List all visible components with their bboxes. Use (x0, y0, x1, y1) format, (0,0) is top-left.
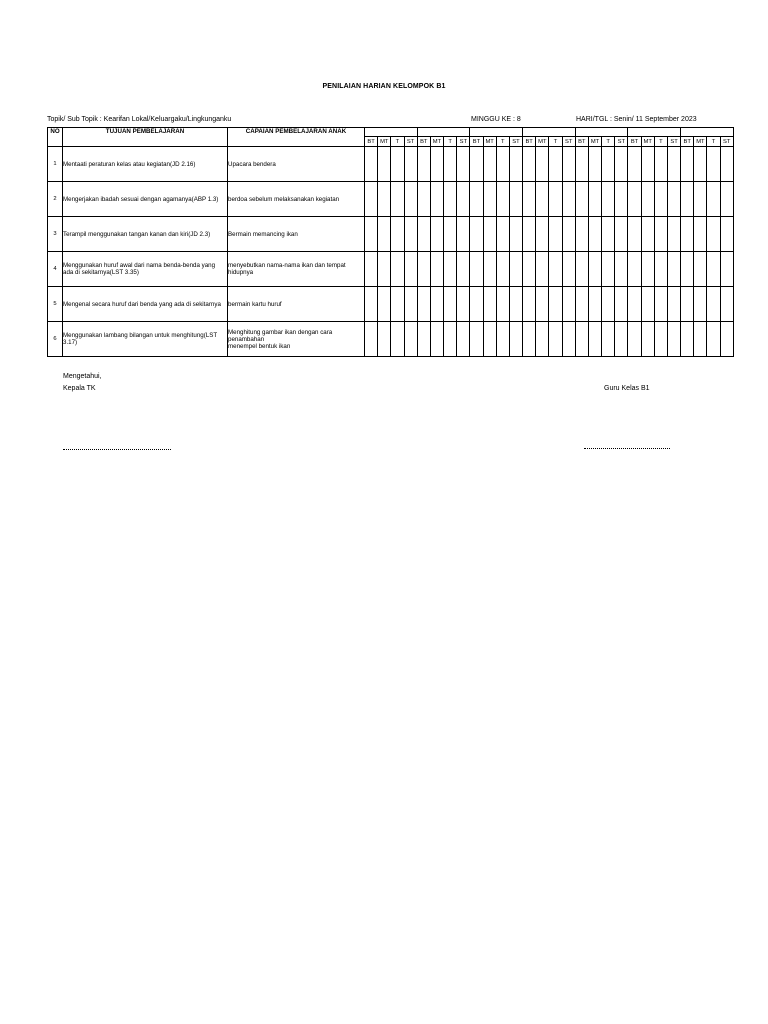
assessment-mark-cell[interactable] (681, 147, 694, 182)
assessment-mark-cell[interactable] (404, 147, 417, 182)
assessment-mark-cell[interactable] (483, 287, 496, 322)
page-title: PENILAIAN HARIAN KELOMPOK B1 (322, 83, 446, 90)
assessment-mark-cell[interactable] (588, 252, 601, 287)
assessment-mark-cell[interactable] (483, 322, 496, 357)
assessment-mark-cell[interactable] (654, 147, 667, 182)
assessment-mark-cell[interactable] (496, 182, 509, 217)
assessment-mark-cell[interactable] (562, 322, 575, 357)
assessment-mark-cell[interactable] (378, 147, 391, 182)
table-row (48, 182, 734, 217)
assessment-code-header: BT (628, 137, 641, 147)
assessment-mark-cell[interactable] (378, 182, 391, 217)
assessment-mark-cell[interactable] (417, 217, 430, 252)
assessment-mark-cell[interactable] (470, 147, 483, 182)
assessment-mark-cell[interactable] (496, 147, 509, 182)
assessment-mark-cell[interactable] (496, 217, 509, 252)
assessment-mark-cell[interactable] (707, 182, 720, 217)
assessment-code-header: BT (417, 137, 430, 147)
assessment-mark-cell[interactable] (378, 252, 391, 287)
assessment-group-header (681, 128, 734, 137)
assessment-mark-cell[interactable] (667, 252, 680, 287)
assessment-mark-cell[interactable] (654, 182, 667, 217)
learning-goal-cell: Menggunakan lambang bilangan untuk menghitung(LST 3.17) (63, 322, 228, 357)
assessment-mark-cell[interactable] (694, 252, 707, 287)
row-number: 2 (48, 182, 63, 217)
assessment-mark-cell[interactable] (654, 217, 667, 252)
assessment-mark-cell[interactable] (457, 217, 470, 252)
assessment-mark-cell[interactable] (602, 287, 615, 322)
assessment-mark-cell[interactable] (483, 182, 496, 217)
assessment-mark-cell[interactable] (720, 217, 733, 252)
assessment-mark-cell[interactable] (444, 182, 457, 217)
assessment-mark-cell[interactable] (523, 182, 536, 217)
assessment-mark-cell[interactable] (444, 287, 457, 322)
assessment-mark-cell[interactable] (641, 322, 654, 357)
assessment-mark-cell[interactable] (417, 147, 430, 182)
assessment-mark-cell[interactable] (720, 147, 733, 182)
assessment-mark-cell[interactable] (681, 217, 694, 252)
assessment-mark-cell[interactable] (694, 217, 707, 252)
assessment-mark-cell[interactable] (562, 287, 575, 322)
assessment-mark-cell[interactable] (641, 182, 654, 217)
assessment-mark-cell[interactable] (523, 322, 536, 357)
assessment-mark-cell[interactable] (667, 322, 680, 357)
assessment-mark-cell[interactable] (615, 182, 628, 217)
table-body (48, 147, 734, 357)
assessment-mark-cell[interactable] (654, 287, 667, 322)
assessment-mark-cell[interactable] (628, 322, 641, 357)
achievement-cell: menyebutkan nama-nama ikan dan tempat hidupnya (228, 252, 365, 287)
assessment-mark-cell[interactable] (562, 147, 575, 182)
assessment-mark-cell[interactable] (444, 217, 457, 252)
assessment-mark-cell[interactable] (509, 182, 522, 217)
date-label: HARI/TGL : Senin/ 11 September 2023 (576, 116, 697, 123)
assessment-mark-cell[interactable] (509, 217, 522, 252)
assessment-mark-cell[interactable] (365, 252, 378, 287)
assessment-mark-cell[interactable] (667, 182, 680, 217)
assessment-mark-cell[interactable] (667, 147, 680, 182)
assessment-code-header: ST (720, 137, 733, 147)
assessment-mark-cell[interactable] (417, 322, 430, 357)
assessment-mark-cell[interactable] (365, 287, 378, 322)
assessment-group-header (417, 128, 470, 137)
assessment-mark-cell[interactable] (457, 287, 470, 322)
table-row (48, 217, 734, 252)
assessment-mark-cell[interactable] (391, 322, 404, 357)
assessment-mark-cell[interactable] (536, 147, 549, 182)
assessment-mark-cell[interactable] (430, 147, 443, 182)
assessment-code-header: BT (575, 137, 588, 147)
assessment-mark-cell[interactable] (417, 182, 430, 217)
assessment-mark-cell[interactable] (615, 217, 628, 252)
assessment-mark-cell[interactable] (365, 217, 378, 252)
assessment-mark-cell[interactable] (391, 182, 404, 217)
assessment-group-header (470, 128, 523, 137)
assessment-code-header: T (707, 137, 720, 147)
assessment-mark-cell[interactable] (588, 182, 601, 217)
assessment-mark-cell[interactable] (365, 182, 378, 217)
assessment-mark-cell[interactable] (602, 322, 615, 357)
assessment-mark-cell[interactable] (707, 287, 720, 322)
assessment-code-header: MT (588, 137, 601, 147)
assessment-mark-cell[interactable] (365, 322, 378, 357)
assessment-mark-cell[interactable] (496, 287, 509, 322)
assessment-mark-cell[interactable] (720, 287, 733, 322)
assessment-mark-cell[interactable] (720, 322, 733, 357)
assessment-mark-cell[interactable] (470, 182, 483, 217)
assessment-mark-cell[interactable] (430, 322, 443, 357)
assessment-mark-cell[interactable] (707, 217, 720, 252)
assessment-code-header: BT (470, 137, 483, 147)
assessment-mark-cell[interactable] (470, 217, 483, 252)
assessment-mark-cell[interactable] (470, 252, 483, 287)
row-number: 1 (48, 147, 63, 182)
assessment-mark-cell[interactable] (707, 252, 720, 287)
assessment-mark-cell[interactable] (681, 287, 694, 322)
assessment-mark-cell[interactable] (615, 287, 628, 322)
learning-goal-cell: Menggunakan huruf awal dari nama benda-benda yang ada di sekitarnya(LST 3.35) (63, 252, 228, 287)
assessment-code-header: T (496, 137, 509, 147)
assessment-mark-cell[interactable] (720, 252, 733, 287)
assessment-code-header: MT (641, 137, 654, 147)
assessment-code-header: MT (378, 137, 391, 147)
assessment-mark-cell[interactable] (549, 217, 562, 252)
assessment-mark-cell[interactable] (496, 252, 509, 287)
learning-goal-cell: Terampil menggunakan tangan kanan dan kiri(JD 2.3) (63, 217, 228, 252)
assessment-mark-cell[interactable] (509, 287, 522, 322)
assessment-mark-cell[interactable] (430, 252, 443, 287)
assessment-mark-cell[interactable] (378, 322, 391, 357)
assessment-mark-cell[interactable] (470, 322, 483, 357)
assessment-mark-cell[interactable] (628, 182, 641, 217)
assessment-mark-cell[interactable] (483, 252, 496, 287)
assessment-mark-cell[interactable] (694, 147, 707, 182)
assessment-mark-cell[interactable] (365, 147, 378, 182)
assessment-mark-cell[interactable] (509, 322, 522, 357)
header-goal: TUJUAN PEMBELAJARAN (63, 128, 228, 147)
assessment-mark-cell[interactable] (707, 322, 720, 357)
assessment-mark-cell[interactable] (602, 252, 615, 287)
row-number: 5 (48, 287, 63, 322)
assessment-code-header: BT (365, 137, 378, 147)
assessment-mark-cell[interactable] (707, 147, 720, 182)
assessment-mark-cell[interactable] (549, 182, 562, 217)
table-row (48, 252, 734, 287)
assessment-mark-cell[interactable] (457, 182, 470, 217)
assessment-mark-cell[interactable] (575, 322, 588, 357)
row-number: 6 (48, 322, 63, 357)
assessment-mark-cell[interactable] (654, 252, 667, 287)
learning-goal-cell: Mengenal secara huruf dari benda yang ada di sekitarnya (63, 287, 228, 322)
assessment-mark-cell[interactable] (457, 147, 470, 182)
assessment-mark-cell[interactable] (602, 217, 615, 252)
assessment-mark-cell[interactable] (667, 287, 680, 322)
assessment-mark-cell[interactable] (430, 182, 443, 217)
assessment-code-header: T (391, 137, 404, 147)
row-number: 3 (48, 217, 63, 252)
table-row (48, 322, 734, 357)
assessment-mark-cell[interactable] (681, 252, 694, 287)
assessment-mark-cell[interactable] (588, 287, 601, 322)
assessment-mark-cell[interactable] (523, 217, 536, 252)
assessment-mark-cell[interactable] (628, 217, 641, 252)
assessment-mark-cell[interactable] (588, 217, 601, 252)
assessment-group-header (628, 128, 681, 137)
assessment-mark-cell[interactable] (549, 252, 562, 287)
assessment-mark-cell[interactable] (523, 147, 536, 182)
assessment-mark-cell[interactable] (681, 182, 694, 217)
assessment-mark-cell[interactable] (575, 217, 588, 252)
assessment-code-header: ST (667, 137, 680, 147)
assessment-mark-cell[interactable] (444, 252, 457, 287)
assessment-mark-cell[interactable] (641, 147, 654, 182)
row-number: 4 (48, 252, 63, 287)
achievement-cell: Menghitung gambar ikan dengan cara penambahan menempel bentuk ikan (228, 322, 365, 357)
assessment-code-header: MT (536, 137, 549, 147)
assessment-mark-cell[interactable] (404, 252, 417, 287)
header-no: NO (48, 128, 63, 147)
assessment-mark-cell[interactable] (628, 287, 641, 322)
assessment-mark-cell[interactable] (562, 252, 575, 287)
assessment-mark-cell[interactable] (602, 182, 615, 217)
assessment-mark-cell[interactable] (509, 147, 522, 182)
assessment-mark-cell[interactable] (417, 252, 430, 287)
assessment-mark-cell[interactable] (391, 287, 404, 322)
assessment-code-header: ST (509, 137, 522, 147)
assessment-mark-cell[interactable] (536, 182, 549, 217)
assessment-code-header: ST (615, 137, 628, 147)
assessment-mark-cell[interactable] (615, 147, 628, 182)
assessment-mark-cell[interactable] (641, 217, 654, 252)
assessment-mark-cell[interactable] (549, 322, 562, 357)
assessment-mark-cell[interactable] (667, 217, 680, 252)
assessment-mark-cell[interactable] (391, 217, 404, 252)
assessment-mark-cell[interactable] (575, 182, 588, 217)
assessment-mark-cell[interactable] (641, 287, 654, 322)
assessment-mark-cell[interactable] (628, 252, 641, 287)
assessment-mark-cell[interactable] (404, 182, 417, 217)
achievement-cell: Upacara bendera (228, 147, 365, 182)
assessment-mark-cell[interactable] (483, 147, 496, 182)
assessment-mark-cell[interactable] (720, 182, 733, 217)
assessment-mark-cell[interactable] (602, 147, 615, 182)
assessment-mark-cell[interactable] (417, 287, 430, 322)
assessment-mark-cell[interactable] (444, 147, 457, 182)
assessment-mark-cell[interactable] (444, 322, 457, 357)
assessment-mark-cell[interactable] (483, 217, 496, 252)
assessment-mark-cell[interactable] (523, 287, 536, 322)
assessment-mark-cell[interactable] (575, 252, 588, 287)
topic-label: Topik/ Sub Topik : Kearifan Lokal/Keluargaku/Lingkunganku (47, 116, 232, 123)
assessment-code-header: ST (404, 137, 417, 147)
assessment-mark-cell[interactable] (694, 322, 707, 357)
assessment-mark-cell[interactable] (404, 217, 417, 252)
assessment-mark-cell[interactable] (378, 287, 391, 322)
assessment-mark-cell[interactable] (641, 252, 654, 287)
header-achievement: CAPAIAN PEMBELAJARAN ANAK (228, 128, 365, 147)
assessment-mark-cell[interactable] (549, 147, 562, 182)
assessment-mark-cell[interactable] (562, 182, 575, 217)
assessment-mark-cell[interactable] (549, 287, 562, 322)
assessment-group-header (523, 128, 576, 137)
assessment-mark-cell[interactable] (536, 252, 549, 287)
assessment-mark-cell[interactable] (470, 287, 483, 322)
assessment-mark-cell[interactable] (588, 322, 601, 357)
achievement-cell: Bermain memancing ikan (228, 217, 365, 252)
assessment-mark-cell[interactable] (536, 287, 549, 322)
assessment-code-header: T (654, 137, 667, 147)
table-row (48, 287, 734, 322)
principal-label: Kepala TK (63, 385, 96, 392)
assessment-mark-cell[interactable] (628, 147, 641, 182)
assessment-group-header (575, 128, 628, 137)
assessment-code-header: MT (694, 137, 707, 147)
table-row (48, 147, 734, 182)
teacher-label: Guru Kelas B1 (604, 385, 650, 392)
assessment-table (47, 127, 734, 357)
assessment-mark-cell[interactable] (404, 287, 417, 322)
assessment-mark-cell[interactable] (575, 287, 588, 322)
assessment-mark-cell[interactable] (654, 322, 667, 357)
assessment-code-header: T (602, 137, 615, 147)
assessment-mark-cell[interactable] (391, 252, 404, 287)
assessment-mark-cell[interactable] (496, 322, 509, 357)
assessment-mark-cell[interactable] (523, 252, 536, 287)
assessment-mark-cell[interactable] (509, 252, 522, 287)
assessment-mark-cell[interactable] (391, 147, 404, 182)
assessment-mark-cell[interactable] (378, 217, 391, 252)
assessment-mark-cell[interactable] (694, 287, 707, 322)
assessment-mark-cell[interactable] (404, 322, 417, 357)
assessment-mark-cell[interactable] (430, 287, 443, 322)
assessment-code-header: T (444, 137, 457, 147)
assessment-mark-cell[interactable] (457, 252, 470, 287)
teacher-signature-line (584, 448, 670, 449)
assessment-code-header: ST (562, 137, 575, 147)
principal-signature-line (63, 449, 171, 450)
assessment-code-header: T (549, 137, 562, 147)
assessment-code-header: BT (523, 137, 536, 147)
assessment-mark-cell[interactable] (694, 182, 707, 217)
assessment-mark-cell[interactable] (615, 322, 628, 357)
assessment-mark-cell[interactable] (430, 217, 443, 252)
assessment-mark-cell[interactable] (536, 322, 549, 357)
achievement-cell: berdoa sebelum melaksanakan kegiatan (228, 182, 365, 217)
assessment-code-header: MT (483, 137, 496, 147)
assessment-code-header: ST (457, 137, 470, 147)
assessment-mark-cell[interactable] (588, 147, 601, 182)
learning-goal-cell: Mentaati peraturan kelas atau kegiatan(JD 2.16) (63, 147, 228, 182)
assessment-mark-cell[interactable] (681, 322, 694, 357)
assessment-mark-cell[interactable] (536, 217, 549, 252)
assessment-mark-cell[interactable] (562, 217, 575, 252)
assessment-group-header (365, 128, 418, 137)
assessment-mark-cell[interactable] (615, 252, 628, 287)
assessment-code-header: BT (681, 137, 694, 147)
achievement-cell: bermain kartu huruf (228, 287, 365, 322)
assessment-mark-cell[interactable] (457, 322, 470, 357)
assessment-mark-cell[interactable] (575, 147, 588, 182)
week-label: MINGGU KE : 8 (471, 116, 521, 123)
acknowledged-label: Mengetahui, (63, 373, 102, 380)
assessment-code-header: MT (430, 137, 443, 147)
learning-goal-cell: Mengerjakan ibadah sesuai dengan agamanya(ABP 1.3) (63, 182, 228, 217)
